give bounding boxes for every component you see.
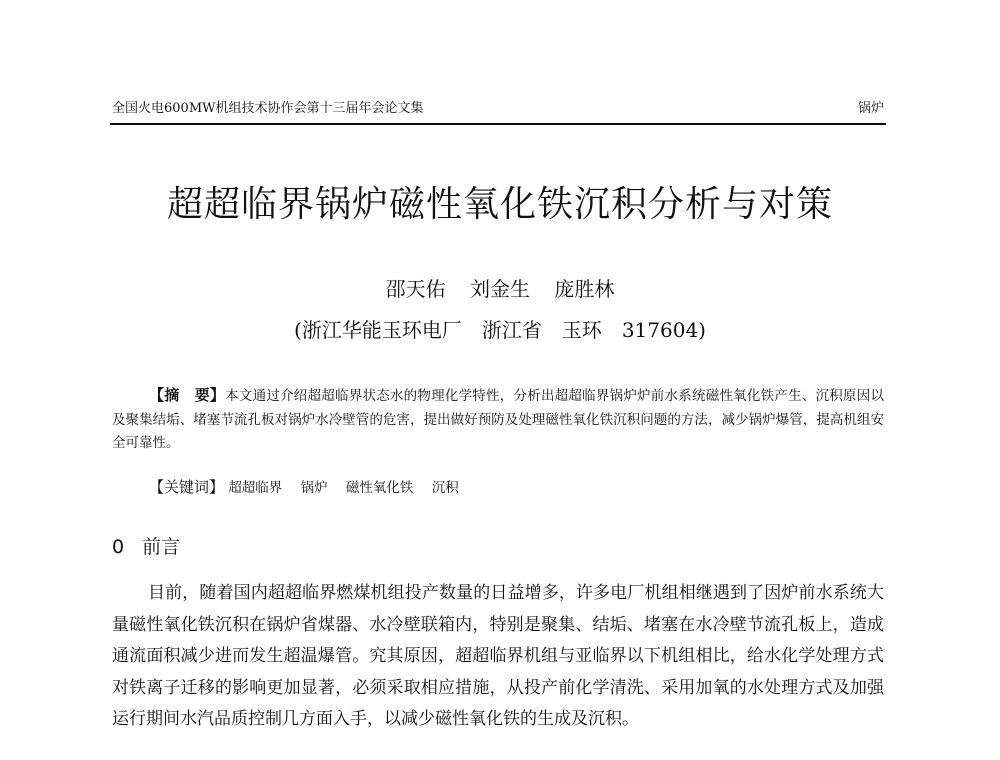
header-rule xyxy=(110,123,886,125)
keywords-label: 【关键词】 xyxy=(149,478,225,496)
author-list xyxy=(0,276,1000,302)
keyword: 超超临界 xyxy=(228,480,283,496)
keyword: 锅炉 xyxy=(300,480,328,496)
section-number: 0 xyxy=(112,536,125,558)
author-name: 邵天佑 xyxy=(385,277,446,301)
keyword: 磁性氧化铁 xyxy=(345,480,414,496)
header-proceedings-title: 全国火电600MW机组技术协作会第十三届年会论文集 xyxy=(112,101,424,116)
running-header xyxy=(112,99,884,119)
section-title: 前言 xyxy=(142,536,181,558)
author-affiliation: (浙江华能玉环电厂 浙江省 玉环 317604) xyxy=(294,318,706,342)
keyword: 沉积 xyxy=(431,480,459,496)
header-section-label: 锅炉 xyxy=(857,101,884,116)
author-name: 刘金生 xyxy=(470,277,530,301)
keywords xyxy=(149,476,473,499)
abstract-text: 本文通过介绍超超临界状态水的物理化学特性，分析出超超临界锅炉炉前水系统磁性氧化铁产生、沉积原因以及聚集结垢、堵塞节流孔板对锅炉水冷壁管的危害，提出做好预防及处理磁性氧化铁沉积问题的方法，减少锅炉爆管，提高机组安全可靠性。 xyxy=(112,388,884,451)
body-paragraph: 目前，随着国内超超临界燃煤机组投产数量的日益增多，许多电厂机组相继遇到了因炉前水系统大量磁性氧化铁沉积在锅炉省煤器、水冷壁联箱内，特别是聚集、结垢、堵塞在水冷壁节流孔板上，造成通流面积减少进而发生超温爆管。究其原因，超超临界机组与亚临界以下机组相比，给水化学处理方式对铁离子迁移的影响更加显著，必须采取相应措施，从投产前化学清洗、采用加氧的水处理方式及加强运行期间水汽品质控制几方面入手，以减少磁性氧化铁的生成及沉积。 xyxy=(112,583,884,729)
abstract xyxy=(112,384,884,456)
section-heading xyxy=(112,534,180,560)
paper-title: 超超临界锅炉磁性氧化铁沉积分析与对策 xyxy=(166,184,833,225)
author-name: 庞胜林 xyxy=(554,277,615,301)
abstract-label: 【摘 要】 xyxy=(149,386,226,404)
